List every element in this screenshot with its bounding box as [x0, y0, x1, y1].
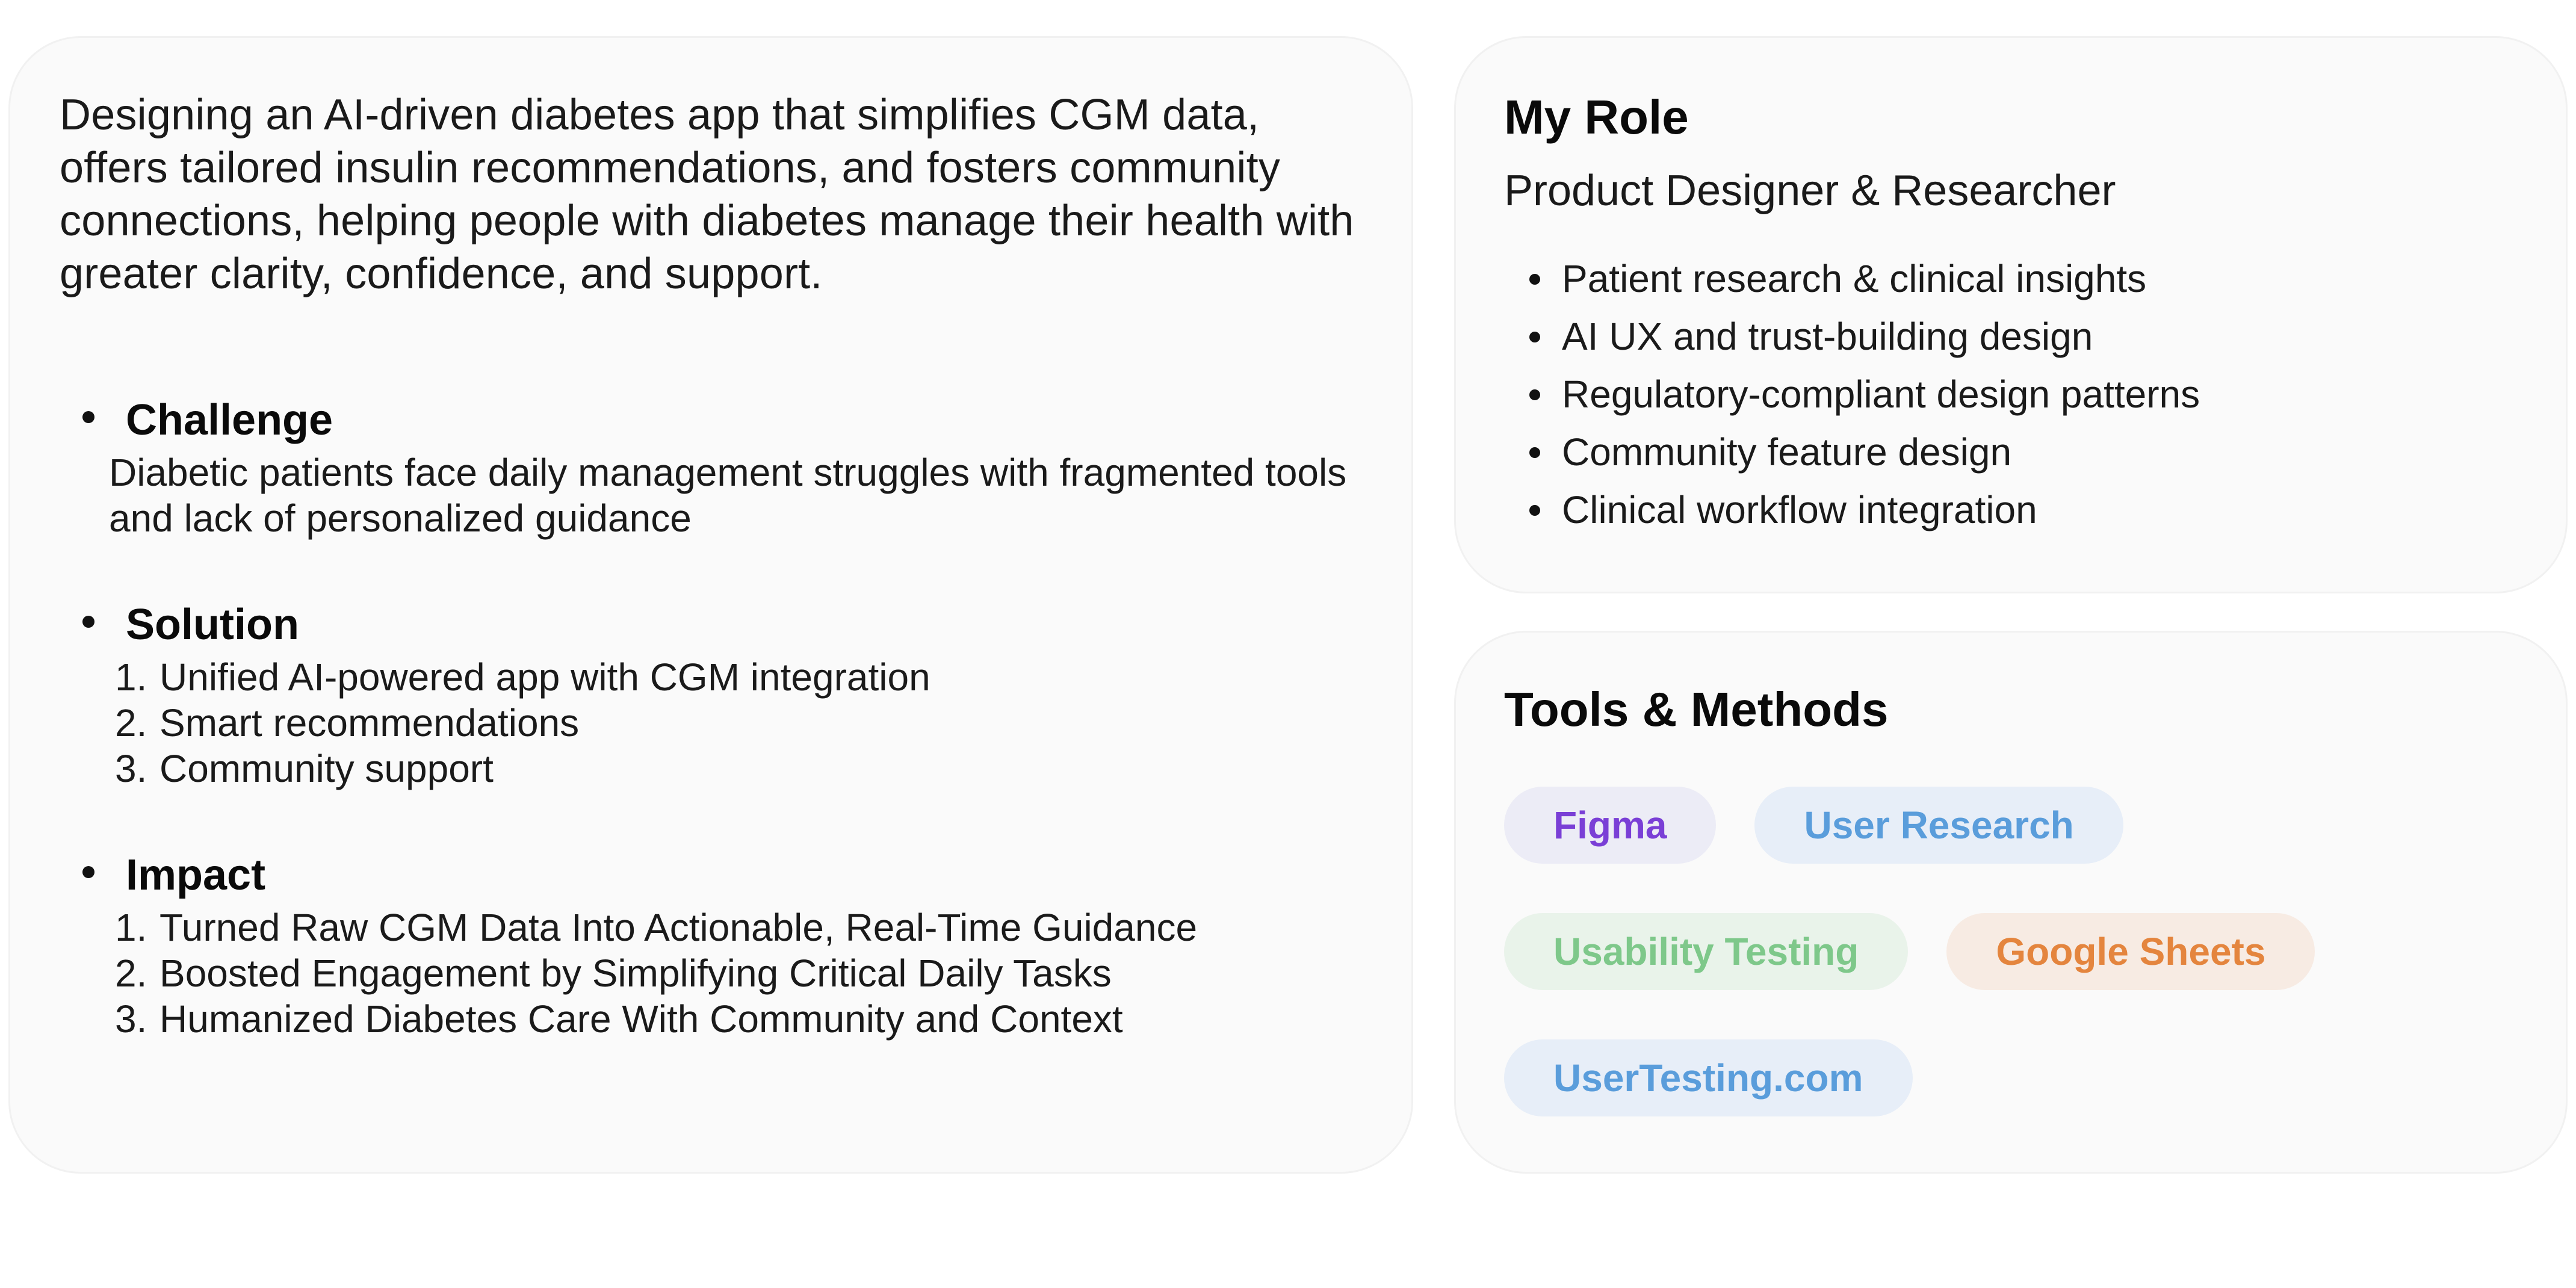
tool-chip-usertesting: UserTesting.com — [1504, 1039, 1913, 1116]
bullet-icon — [1529, 505, 1540, 516]
list-item: Community feature design — [1504, 423, 2524, 481]
bullet-icon — [1529, 447, 1540, 458]
list-item: 2. Boosted Engagement by Simplifying Critical Daily Tasks — [115, 952, 1112, 995]
tools-heading: Tools & Methods — [1504, 683, 1889, 736]
impact-list — [115, 905, 1369, 1042]
bullet-icon — [1529, 389, 1540, 400]
bullet-icon — [1529, 332, 1540, 342]
tools-card — [1454, 631, 2568, 1174]
challenge-section — [60, 394, 1369, 541]
list-item: 1. Unified AI-powered app with CGM integration — [115, 655, 930, 699]
list-item: AI UX and trust-building design — [1504, 308, 2524, 365]
list-item: Clinical workflow integration — [1504, 481, 2524, 539]
bullet-icon — [1529, 274, 1540, 285]
solution-list — [115, 654, 1369, 791]
solution-section — [60, 599, 1369, 791]
bullet-icon — [82, 616, 94, 628]
tool-chip-user-research: User Research — [1754, 787, 2123, 864]
challenge-title: Challenge — [126, 396, 333, 444]
tool-chip-google-sheets: Google Sheets — [1946, 913, 2315, 990]
tool-chips — [1504, 787, 2443, 1116]
solution-title: Solution — [126, 601, 299, 649]
list-item: 2. Smart recommendations — [115, 701, 580, 745]
overview-card — [8, 36, 1413, 1174]
role-title: Product Designer & Researcher — [1504, 167, 2116, 215]
list-item: 1. Turned Raw CGM Data Into Actionable, Real-Time Guidance — [115, 906, 1198, 949]
project-summary: Designing an AI-driven diabetes app that simplifies CGM data, offers tailored insulin recommendations, and fosters community connections, helping people with diabetes manage their health with greater clarity, confidence, and support. — [60, 91, 1354, 298]
role-heading: My Role — [1504, 90, 1689, 144]
challenge-text: Diabetic patients face daily management struggles with fragmented tools and lack of personalized guidance — [109, 451, 1347, 540]
list-item: 3. Humanized Diabetes Care With Community and Context — [115, 997, 1123, 1041]
role-card — [1454, 36, 2568, 593]
bullet-icon — [82, 866, 94, 878]
overview-sections — [60, 394, 1369, 1042]
tool-chip-usability-testing: Usability Testing — [1504, 913, 1908, 990]
bullet-icon — [82, 411, 94, 423]
impact-title: Impact — [126, 851, 266, 899]
list-item: Patient research & clinical insights — [1504, 250, 2524, 308]
impact-section — [60, 849, 1369, 1042]
tool-chip-figma: Figma — [1504, 787, 1716, 864]
list-item: 3. Community support — [115, 747, 494, 790]
role-list — [1504, 250, 2524, 539]
list-item: Regulatory-compliant design patterns — [1504, 365, 2524, 423]
